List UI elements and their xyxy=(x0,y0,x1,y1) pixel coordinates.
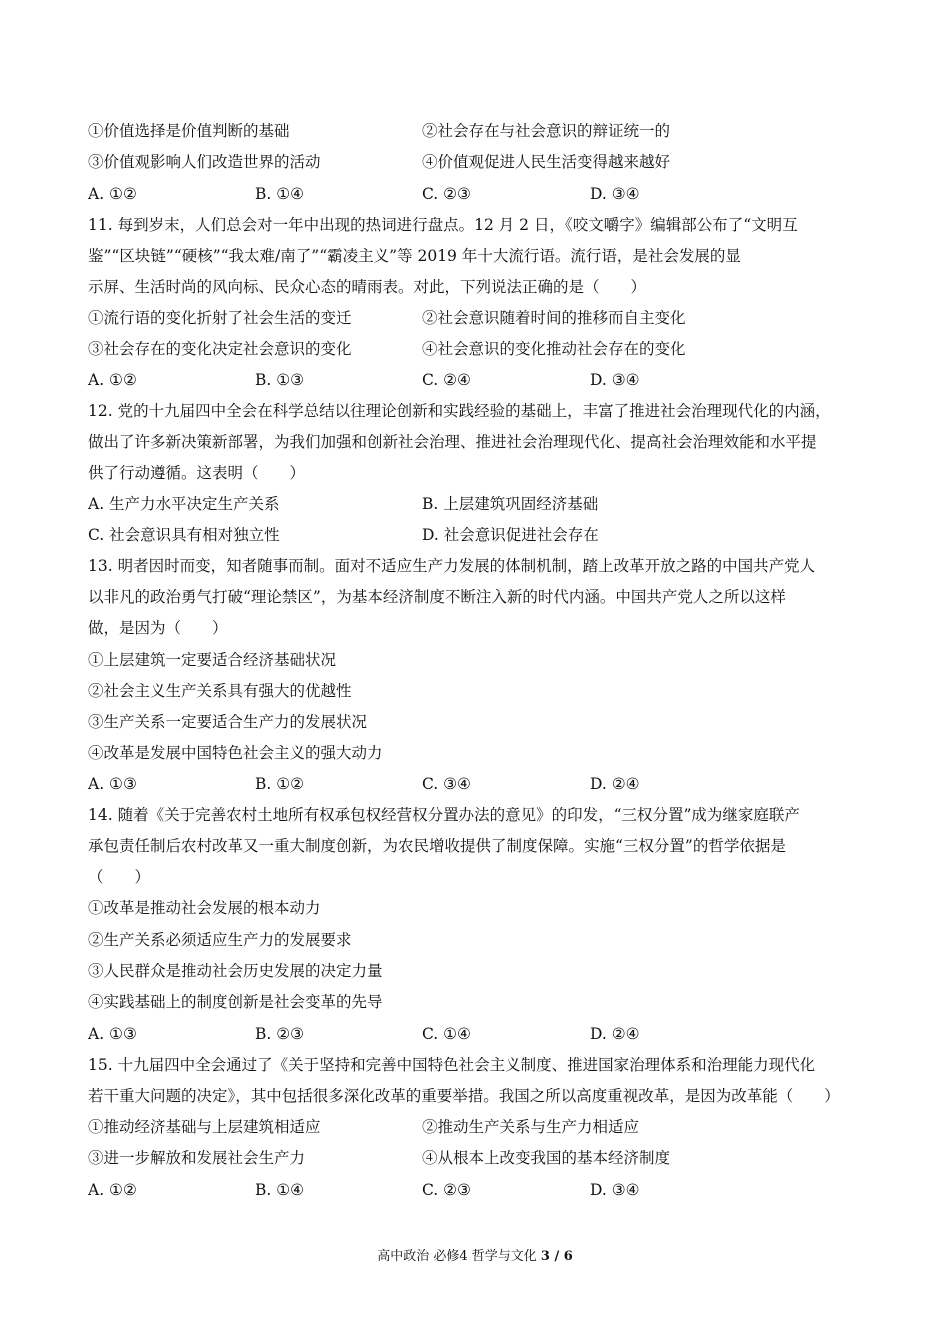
q10-option-4: ④价值观促进人民生活变得越来越好 xyxy=(422,153,671,171)
q13-choice-a: A. ①③ xyxy=(88,775,137,793)
q12-option-d: D. 社会意识促进社会存在 xyxy=(422,526,599,544)
q11-choice-b: B. ①③ xyxy=(255,371,305,389)
q12-stem-line-3: 供了行动遵循。这表明（ ） xyxy=(88,464,306,482)
q12-option-c: C. 社会意识具有相对独立性 xyxy=(88,526,280,544)
q13-choice-b: B. ①② xyxy=(255,775,305,793)
q11-stem-line-1: 11. 每到岁末，人们总会对一年中出现的热词进行盘点。12 月 2 日，《咬文嚼字》编辑部公布了“文明互 xyxy=(88,216,798,234)
q13-stem-line-1: 13. 明者因时而变，知者随事而制。面对不适应生产力发展的体制机制，踏上改革开放之路的中国共产党人 xyxy=(88,557,816,575)
q15-choice-d: D. ③④ xyxy=(590,1181,640,1199)
q15-option-3: ③进一步解放和发展社会生产力 xyxy=(88,1149,306,1167)
q12-option-a: A. 生产力水平决定生产关系 xyxy=(88,495,280,513)
q11-choice-c: C. ②④ xyxy=(422,371,471,389)
q15-choice-b: B. ①④ xyxy=(255,1181,305,1199)
q13-stem-line-3: 做，是因为（ ） xyxy=(88,619,228,637)
q11-choices xyxy=(88,370,888,390)
page-footer xyxy=(0,1248,950,1266)
q14-stem-line-2: 承包责任制后农村改革又一重大制度创新，为农民增收提供了制度保障。实施“三权分置”的哲学依据是 xyxy=(88,837,786,855)
q13-option-3: ③生产关系一定要适合生产力的发展状况 xyxy=(88,713,368,731)
q14-option-2: ②生产关系必须适应生产力的发展要求 xyxy=(88,931,352,949)
q12-options-row-1 xyxy=(88,494,888,514)
q13-stem-line-2: 以非凡的政治勇气打破“理论禁区”，为基本经济制度不断注入新的时代内涵。中国共产党人之所以这样 xyxy=(88,588,786,606)
q15-options-row-1 xyxy=(88,1117,888,1137)
q10-options-row-1 xyxy=(88,121,888,141)
q14-stem-line-1: 14. 随着《关于完善农村土地所有权承包权经营权分置办法的意见》的印发，“三权分置”成为继家庭联产 xyxy=(88,806,800,824)
q11-stem-line-3: 示屏、生活时尚的风向标、民众心态的晴雨表。对此，下列说法正确的是（ ） xyxy=(88,278,647,296)
q11-option-2: ②社会意识随着时间的推移而自主变化 xyxy=(422,309,686,327)
q11-option-3: ③社会存在的变化决定社会意识的变化 xyxy=(88,340,352,358)
footer-label: 高中政治 必修4 哲学与文化 xyxy=(377,1249,537,1264)
q10-choice-c: C. ②③ xyxy=(422,185,471,203)
q10-option-1: ①价值选择是价值判断的基础 xyxy=(88,122,290,140)
q15-choices xyxy=(88,1180,888,1200)
q13-option-2: ②社会主义生产关系具有强大的优越性 xyxy=(88,682,352,700)
q14-choice-c: C. ①④ xyxy=(422,1025,471,1043)
q10-option-2: ②社会存在与社会意识的辩证统一的 xyxy=(422,122,671,140)
q14-choice-d: D. ②④ xyxy=(590,1025,640,1043)
q11-options-row-1 xyxy=(88,308,888,328)
q15-stem-line-1: 15. 十九届四中全会通过了《关于坚持和完善中国特色社会主义制度、推进国家治理体系和治理能力现代化 xyxy=(88,1056,816,1074)
q14-stem-line-3: （ ） xyxy=(88,868,151,886)
q11-stem-line-2: 鉴”“区块链”“硬核”“我太难/南了”“霸凌主义”等 2019 年十大流行语。流行语，是社会发展的显 xyxy=(88,247,741,265)
q12-stem-line-1: 12. 党的十九届四中全会在科学总结以往理论创新和实践经验的基础上，丰富了推进社会治理现代化的内涵， xyxy=(88,402,831,420)
q15-options-row-2 xyxy=(88,1148,888,1168)
q11-option-4: ④社会意识的变化推动社会存在的变化 xyxy=(422,340,686,358)
q13-option-1: ①上层建筑一定要适合经济基础状况 xyxy=(88,651,337,669)
q11-choice-d: D. ③④ xyxy=(590,371,640,389)
q10-choice-a: A. ①② xyxy=(88,185,137,203)
q13-choices xyxy=(88,774,888,794)
q15-option-2: ②推动生产关系与生产力相适应 xyxy=(422,1118,640,1136)
q11-option-1: ①流行语的变化折射了社会生活的变迁 xyxy=(88,309,352,327)
q11-options-row-2 xyxy=(88,339,888,359)
q14-option-1: ①改革是推动社会发展的根本动力 xyxy=(88,899,321,917)
q14-option-3: ③人民群众是推动社会历史发展的决定力量 xyxy=(88,962,383,980)
page-number: 3 / 6 xyxy=(540,1249,573,1264)
q10-choice-d: D. ③④ xyxy=(590,185,640,203)
q10-choices xyxy=(88,184,888,204)
q13-choice-c: C. ③④ xyxy=(422,775,471,793)
q14-choice-a: A. ①③ xyxy=(88,1025,137,1043)
q14-option-4: ④实践基础上的制度创新是社会变革的先导 xyxy=(88,993,383,1011)
q12-stem-line-2: 做出了许多新决策新部署，为我们加强和创新社会治理、推进社会治理现代化、提高社会治理效能和水平提 xyxy=(88,433,817,451)
q15-option-1: ①推动经济基础与上层建筑相适应 xyxy=(88,1118,321,1136)
q15-stem-line-2: 若干重大问题的决定》，其中包括很多深化改革的重要举措。我国之所以高度重视改革，是因为改革能（ ） xyxy=(88,1087,840,1105)
q10-options-row-2 xyxy=(88,152,888,172)
q12-options-row-2 xyxy=(88,525,888,545)
q10-option-3: ③价值观影响人们改造世界的活动 xyxy=(88,153,321,171)
q13-choice-d: D. ②④ xyxy=(590,775,640,793)
q14-choices xyxy=(88,1024,888,1044)
q15-choice-c: C. ②③ xyxy=(422,1181,471,1199)
q12-option-b: B. 上层建筑巩固经济基础 xyxy=(422,495,599,513)
q11-choice-a: A. ①② xyxy=(88,371,137,389)
q15-option-4: ④从根本上改变我国的基本经济制度 xyxy=(422,1149,671,1167)
q14-choice-b: B. ②③ xyxy=(255,1025,305,1043)
q15-choice-a: A. ①② xyxy=(88,1181,137,1199)
q13-option-4: ④改革是发展中国特色社会主义的强大动力 xyxy=(88,744,383,762)
q10-choice-b: B. ①④ xyxy=(255,185,305,203)
